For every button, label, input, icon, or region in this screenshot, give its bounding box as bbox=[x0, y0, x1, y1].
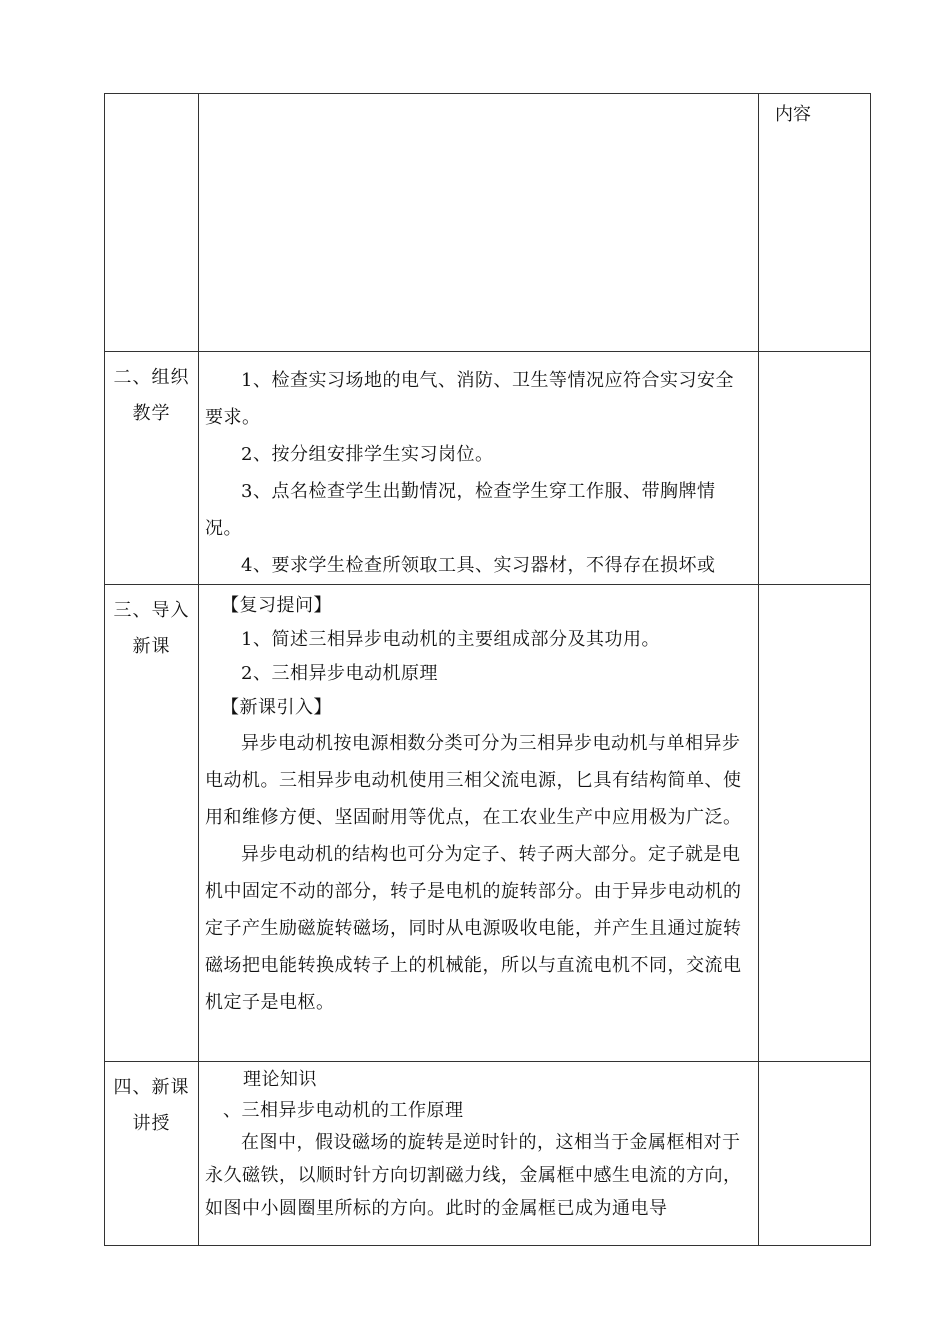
content-cell bbox=[199, 94, 759, 352]
table-row bbox=[105, 352, 871, 585]
list-item: 2、按分组安排学生实习岗位。 bbox=[241, 444, 494, 465]
stage-label-line2: 教学 bbox=[132, 403, 171, 424]
stage-label-line1: 二、组织 bbox=[113, 367, 190, 388]
note-text: 内容 bbox=[775, 104, 811, 125]
section-heading: 理论知识 bbox=[243, 1069, 317, 1090]
note-cell bbox=[759, 1062, 871, 1246]
list-item: 1、检查实习场地的电气、消防、卫生等情况应符合实习安全要求。 bbox=[205, 370, 734, 428]
note-cell bbox=[759, 585, 871, 1062]
intro-heading: 【新课引入】 bbox=[221, 697, 332, 718]
subsection-heading: 、三相异步电动机的工作原理 bbox=[223, 1100, 464, 1121]
stage-cell bbox=[105, 1062, 199, 1246]
paragraph: 在图中，假设磁场的旋转是逆时针的，这相当于金属框相对于永久磁铁，以顺时针方向切割磁力线，金属框中感生电流的方向，如图中小圆圈里所标的方向。此时的金属框已成为通电导 bbox=[205, 1132, 742, 1219]
table-row bbox=[105, 1062, 871, 1246]
lesson-plan-table bbox=[104, 93, 871, 1246]
stage-cell bbox=[105, 585, 199, 1062]
content-cell bbox=[199, 1062, 759, 1246]
stage-label-line1: 三、导入 bbox=[113, 600, 190, 621]
note-cell bbox=[759, 352, 871, 585]
list-item: 4、要求学生检查所领取工具、实习器材，不得存在损坏或 bbox=[241, 555, 716, 576]
list-item: 1、简述三相异步电动机的主要组成部分及其功用。 bbox=[241, 629, 660, 650]
table-row bbox=[105, 94, 871, 352]
paragraph: 异步电动机的结构也可分为定子、转子两大部分。定子就是电机中固定不动的部分，转子是电机的旋转部分。由于异步电动机的定子产生励磁旋转磁场，同时从电源吸收电能，并产生且通过旋转磁场把电能转换成转子上的机械能，所以与直流电机不同，交流电机定子是电枢。 bbox=[205, 844, 742, 1013]
note-cell bbox=[759, 94, 871, 352]
list-item: 2、三相异步电动机原理 bbox=[241, 663, 438, 684]
stage-label-line1: 四、新课 bbox=[113, 1077, 190, 1098]
review-heading: 【复习提问】 bbox=[221, 595, 332, 616]
list-item: 3、点名检查学生出勤情况，检查学生穿工作服、带胸牌情况。 bbox=[205, 481, 716, 539]
content-cell bbox=[199, 585, 759, 1062]
stage-label-line2: 讲授 bbox=[132, 1113, 171, 1134]
stage-cell bbox=[105, 352, 199, 585]
stage-cell bbox=[105, 94, 199, 352]
table-row bbox=[105, 585, 871, 1062]
content-cell bbox=[199, 352, 759, 585]
paragraph: 异步电动机按电源相数分类可分为三相异步电动机与单相异步电动机。三相异步电动机使用三相父流电源，匕具有结构简单、使用和维修方便、坚固耐用等优点，在工农业生产中应用极为广泛。 bbox=[205, 733, 742, 828]
stage-label-line2: 新课 bbox=[132, 636, 171, 657]
